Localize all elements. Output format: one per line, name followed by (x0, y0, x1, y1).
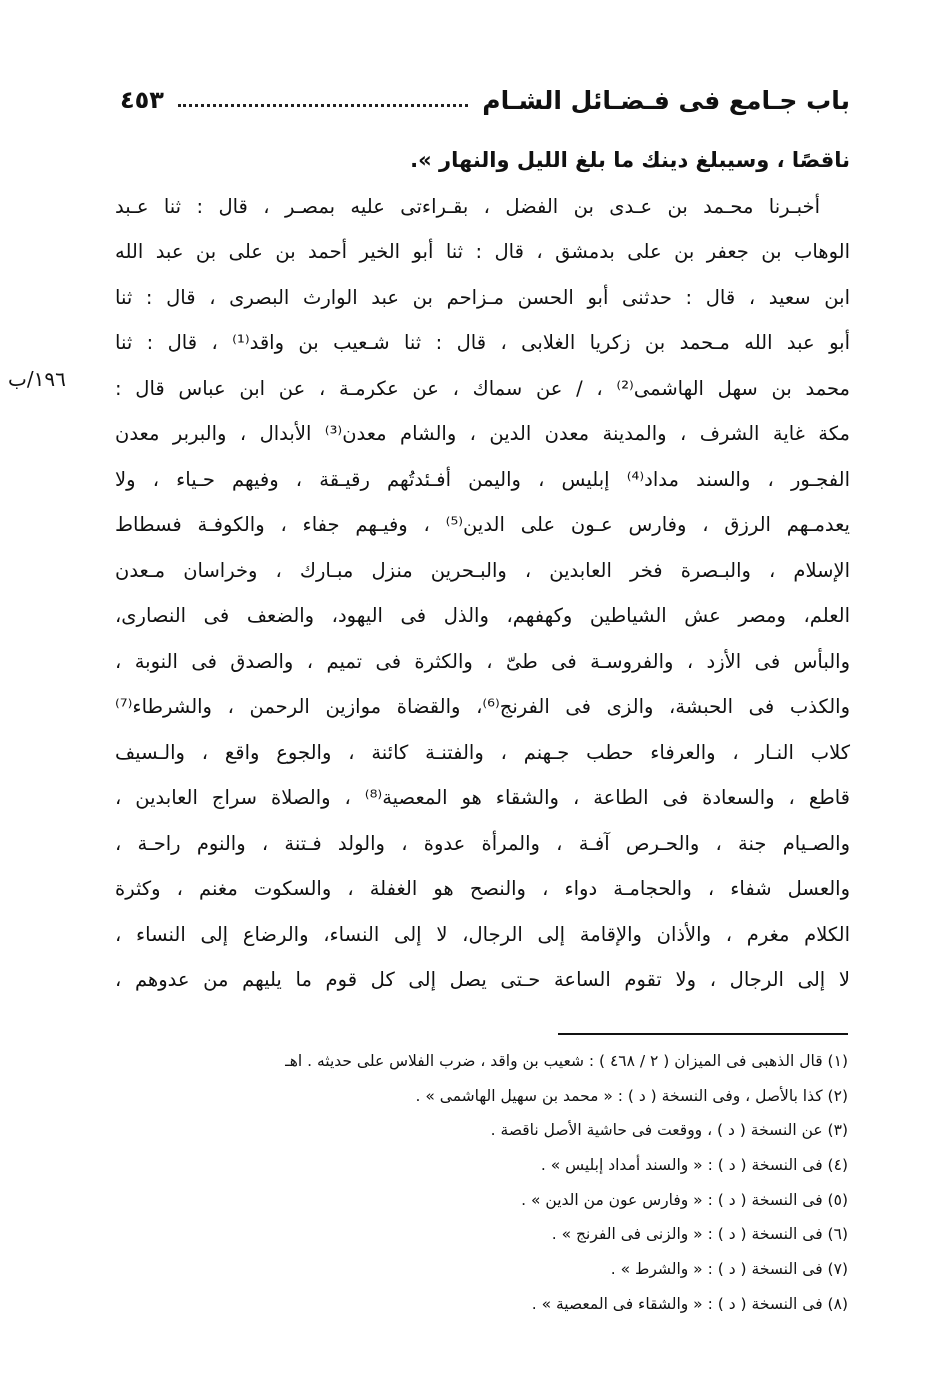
text-line: مكة غاية الشرف ، والمدينة معدن الدين ، والشام معدن⁽³⁾ الأبدال ، والبربر معدن (115, 422, 850, 445)
footnote: (٢) كذا بالأصل ، وفى النسخة ( د ) : « محمد بن سهيل الهاشمى » . (415, 1086, 848, 1105)
text-line: أخبـرنا محـمد بن عـدى بن الفضل ، بقـراءتى عليه بمصـر ، قال : ثنا عـبد (115, 194, 820, 218)
text-line: قاطع ، والسعادة فى الطاعة ، والشقاء هو المعصية⁽⁸⁾ ، والصلاة سراج العابدين ، (115, 786, 850, 809)
footnote: (٣) عن النسخة ( د ) ، ووقعت فى حاشية الأصل ناقصة . (490, 1121, 848, 1140)
text-line: والصـيام جنة ، والحـرص آفـة ، والمرأة عدوة ، والولد فـتنة ، والنوم راحـة ، (115, 831, 850, 855)
text-line: يعدمـهم الرزق ، وفارس عـون على الدين⁽⁵⁾ ، وفيـهم جفاء ، والكوفـة فسطاط (115, 513, 850, 536)
footnote: (٧) فى النسخة ( د ) : « والشرط » . (610, 1260, 848, 1279)
manuscript-folio-marker: ١٩٦/ب (8, 367, 66, 391)
text-line: ابن سعيد ، قال : حدثنى أبو الحسن مـزاحم بن عبد الوارث البصرى ، قال : ثنا (115, 285, 850, 309)
text-line: والبأس فى الأزد ، والفروسـة فى طىّ ، والكثرة فى تميم ، والصدق فى النوبة ، (115, 649, 850, 673)
footnote: (٨) فى النسخة ( د ) : « والشقاء فى المعصية » . (531, 1294, 848, 1313)
footnotes (130, 1044, 848, 1322)
chapter-title: باب جـامع فى فـضـائل الشـام (482, 85, 850, 115)
text-line: الفجـور ، والسند مداد⁽⁴⁾ إبليس ، واليمن أفـئدتُهم رقيـقة ، وفيهم حـياء ، ولا (115, 467, 850, 491)
text-line: كلاب النـار ، والعرفاء حطب جـهنم ، والفتنـة كائنة ، والجوع واقع ، والـسيف (115, 740, 850, 764)
text-line: والكذب فى الحبشة، والزى فى الفرنج⁽⁶⁾، والقضاة موازين الرحمن ، والشرطاء⁽⁷⁾ (115, 695, 851, 718)
page-number: ٤٥٣ (120, 86, 164, 114)
footnote: (٦) فى النسخة ( د ) : « والزنى فى الفرنج » . (551, 1225, 848, 1244)
footnote: (١) قال الذهبى فى الميزان ( ٢ / ٤٦٨ ) : شعيب بن واقد ، ضرب الفلاس على حديثه . اهـ (285, 1052, 848, 1070)
text-line: الإسلام ، والبـصرة فخر العابدين ، والبـحرين منزل مبـارك ، وخراسان مـعدن (115, 558, 850, 582)
text-line: الكلام مغرم ، والأذان والإقامة إلى الرجال، لا إلى النساء، والرضاع إلى النساء ، (115, 922, 850, 946)
text-line: ناقصًا ، وسيبلغ دينك ما بلغ الليل والنهار ». (410, 148, 850, 172)
text-line: الوهاب بن جعفر بن على بدمشق ، قال : ثنا أبو الخير أحمد بن على بن عبد الله (115, 240, 850, 263)
footnote: (٤) فى النسخة ( د ) : « والسند أمداد إبليس » . (540, 1156, 848, 1175)
header-dot-leader (178, 104, 468, 107)
main-text (115, 138, 850, 1003)
text-line: العلم، ومصر عش الشياطين وكهفهم، والذل فى اليهود، والضعف فى النصارى، (115, 604, 850, 627)
text-line: محمد بن سهل الهاشمى⁽²⁾ ، / عن سماك ، عن عكرمـة ، عن ابن عباس قال : (115, 376, 850, 400)
text-line: والعسل شفاء ، والحجامـة دواء ، والنصح هو الغفلة ، والسكوت مغنم ، وكثرة (115, 877, 850, 900)
text-line: لا إلى الرجال ، ولا تقوم الساعة حـتى يصل إلى كل قوم ما يليهم من عدوهم ، (115, 968, 850, 991)
running-header (120, 78, 850, 122)
footnote-separator (558, 1033, 848, 1035)
text-line: أبو عبد الله مـحمد بن زكريا الغلابى ، قال : ثنا شـعيب بن واقد⁽¹⁾ ، قال : ثنا (115, 331, 850, 354)
footnote: (٥) فى النسخة ( د ) : « وفارس عون من الدين » . (521, 1190, 848, 1209)
